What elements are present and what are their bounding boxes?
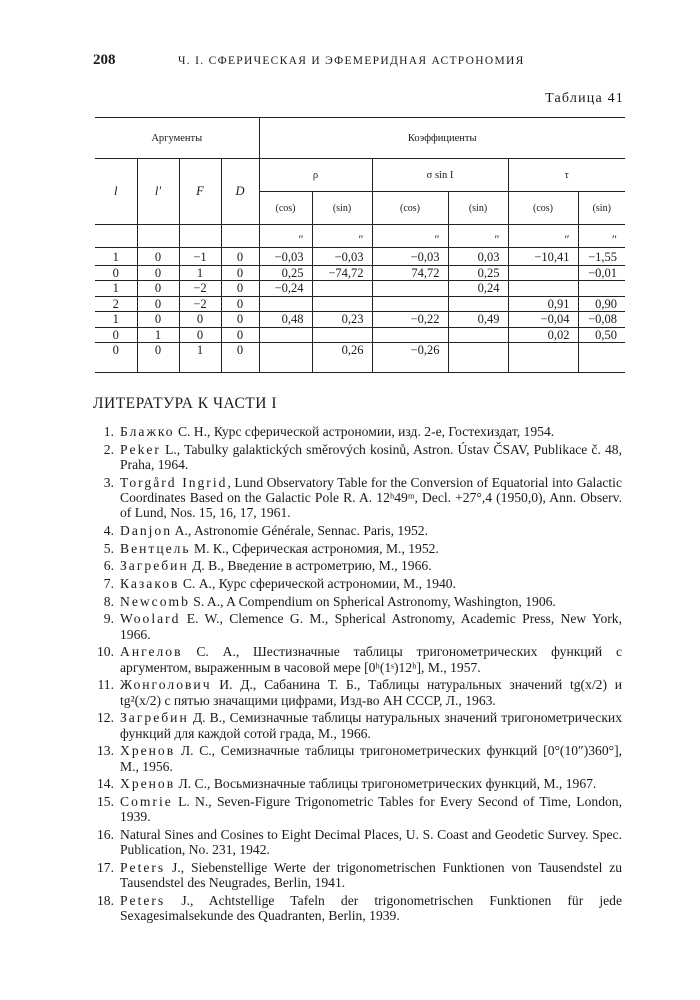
coefficients-header: Коэффициенты (259, 118, 625, 159)
table-cell: −0,08 (578, 312, 625, 328)
reference-details: J., Siebenstellige Werte der trigonometrischen Funktionen von Tausendstel zu Tausendstel des Neugrades, Berlin, 1941. (120, 859, 622, 891)
reference-author: Вентцель (120, 540, 191, 556)
reference-text (120, 475, 622, 521)
unit-mark: ″ (448, 225, 508, 248)
reference-author: Newcomb (120, 593, 190, 609)
literature-title: ЛИТЕРАТУРА К ЧАСТИ I (93, 395, 278, 412)
table-cell (312, 296, 372, 312)
table-cell: 0 (137, 248, 179, 266)
table-cell: 0 (95, 265, 137, 281)
page-number: 208 (93, 52, 116, 68)
table-cell: −2 (179, 281, 221, 297)
reference-details: E. W., Clemence G. M., Spherical Astronomy, Academic Press, New York, 1966. (120, 611, 622, 642)
table-cell (508, 343, 578, 373)
reference-item (84, 794, 622, 825)
table-cell (259, 343, 312, 373)
table-row (95, 296, 625, 312)
reference-author: Woolard (120, 611, 181, 627)
table-cell (508, 265, 578, 281)
table-cell: 0 (137, 281, 179, 297)
reference-item (84, 776, 622, 791)
table-cell: 1 (95, 312, 137, 328)
reference-details: Natural Sines and Cosines to Eight Decimal Places, U. S. Coast and Geodetic Survey. Spec. Publication, No. 231, 1942. (120, 826, 622, 858)
reference-item (84, 424, 622, 439)
reference-details: L., Tabulky galaktických směrových kosinů, Astron. Ústav ČSAV, Publikace č. 48, Praha, 1964. (120, 441, 622, 472)
table-cell: 0,90 (578, 296, 625, 312)
table-cell: −0,03 (312, 248, 372, 266)
table-cell (448, 343, 508, 373)
reference-author: Казаков (120, 576, 180, 592)
table-cell: 0 (137, 312, 179, 328)
reference-text (120, 424, 622, 439)
reference-item (84, 611, 622, 642)
table-cell (578, 281, 625, 297)
reference-details: S. A., A Compendium on Spherical Astronomy, Washington, 1906. (189, 593, 556, 609)
reference-number: 11. (97, 677, 114, 693)
table-cell: 0,49 (448, 312, 508, 328)
table-cell: 0 (221, 327, 259, 343)
table-cell: 0,03 (448, 248, 508, 266)
reference-author: Загребин (120, 558, 189, 574)
table-cell (312, 281, 372, 297)
reference-details: L. N., Seven-Figure Trigonometric Tables for Every Second of Time, London, 1939. (120, 794, 622, 825)
reference-text (120, 523, 622, 538)
table-cell (508, 281, 578, 297)
table-cell: 0,91 (508, 296, 578, 312)
reference-number: 12. (97, 710, 114, 726)
arg-l-prime-header: l' (137, 159, 179, 225)
table-cell: 0,25 (259, 265, 312, 281)
reference-item (84, 893, 622, 924)
unit-mark (137, 225, 179, 248)
unit-mark (95, 225, 137, 248)
table-cell: −1,55 (578, 248, 625, 266)
reference-text (120, 594, 622, 609)
reference-author: Comrie (120, 794, 173, 809)
unit-mark: ″ (372, 225, 448, 248)
unit-mark (221, 225, 259, 248)
table-row (95, 265, 625, 281)
table-row (95, 343, 625, 373)
table-cell (259, 327, 312, 343)
coef-sublabel: (sin) (312, 192, 372, 225)
coef-tau-header: τ (508, 159, 625, 192)
reference-number: 1. (103, 424, 114, 439)
table-cell: 0 (221, 296, 259, 312)
table-cell: 1 (179, 343, 221, 373)
reference-number: 10. (97, 644, 114, 660)
reference-number: 15. (97, 794, 114, 809)
table-cell: 1 (95, 281, 137, 297)
reference-text (120, 442, 622, 473)
reference-details: J., Achtstellige Tafeln der trigonometrischen Funktionen für jede Sexagesimalsekunde des Quadranten, Berlin, 1939. (120, 892, 622, 924)
reference-item (84, 442, 622, 473)
reference-text (120, 893, 622, 924)
arg-l-header: l (95, 159, 137, 225)
coef-sigma-header: σ sin I (372, 159, 508, 192)
reference-number: 17. (97, 859, 114, 875)
table-cell: 0 (221, 248, 259, 266)
table-cell: 0,48 (259, 312, 312, 328)
reference-details: A., Astronomie Générale, Sennac. Paris, 1952. (172, 522, 428, 538)
coef-sublabel: (cos) (508, 192, 578, 225)
reference-item (84, 860, 622, 891)
table-row (95, 327, 625, 343)
reference-text (120, 794, 622, 825)
table-cell (578, 343, 625, 373)
table-cell (372, 296, 448, 312)
reference-author: Загребин (120, 710, 189, 726)
reference-text (120, 860, 622, 891)
reference-number: 7. (103, 576, 114, 592)
table-cell (372, 327, 448, 343)
reference-item (84, 558, 622, 573)
reference-text (120, 541, 622, 556)
table-cell (372, 281, 448, 297)
table-cell: 1 (137, 327, 179, 343)
coef-sublabel: (sin) (448, 192, 508, 225)
unit-mark: ″ (259, 225, 312, 248)
table-cell: 74,72 (372, 265, 448, 281)
table-cell: 0 (221, 343, 259, 373)
reference-author: Peker (120, 441, 161, 457)
unit-mark (179, 225, 221, 248)
reference-details: Л. С., Семизначные таблицы тригонометрических функций [0°(10″)360°], М., 1956. (120, 743, 622, 774)
reference-details: С. Н., Курс сферической астрономии, изд. 2-е, Гостехиздат, 1954. (174, 424, 555, 439)
reference-details: , Lund Observatory Table for the Conversion of Equatorial into Galactic Coordinates Based on the Galactic Pole R. A. 12ʰ49ᵐ, Decl. +27°,4 (1950,0), Ann. Observ. of Lund, Nos. 15, 16, 17, 1961. (120, 474, 622, 521)
reference-text (120, 611, 622, 642)
reference-number: 3. (103, 474, 114, 490)
unit-mark: ″ (508, 225, 578, 248)
table-cell: −0,04 (508, 312, 578, 328)
table-cell (448, 327, 508, 343)
reference-author: Хренов (120, 743, 176, 759)
arg-f-header: F (179, 159, 221, 225)
reference-item (84, 594, 622, 609)
reference-details: С. А., Курс сферической астрономии, М., 1940. (179, 576, 456, 592)
arg-d-header: D (221, 159, 259, 225)
table-cell: −0,26 (372, 343, 448, 373)
unit-mark: ″ (312, 225, 372, 248)
reference-author: Ангелов (120, 644, 183, 660)
reference-text (120, 576, 622, 591)
coef-sublabel: (cos) (372, 192, 448, 225)
reference-number: 6. (103, 558, 114, 574)
reference-number: 4. (103, 522, 114, 538)
table-cell: 0 (137, 343, 179, 373)
reference-number: 18. (97, 892, 114, 908)
reference-details: Л. С., Восьмизначные таблицы тригонометрических функций, М., 1967. (175, 776, 597, 792)
unit-mark: ″ (578, 225, 625, 248)
table-cell (312, 327, 372, 343)
table-cell (259, 296, 312, 312)
table-cell: 0 (221, 312, 259, 328)
table-cell: 0 (95, 327, 137, 343)
reference-item (84, 827, 622, 858)
coef-sublabel: (sin) (578, 192, 625, 225)
table-cell: −0,24 (259, 281, 312, 297)
table-cell: 0 (137, 265, 179, 281)
reference-details: С. А., Шестизначные таблицы тригонометрических функций с аргументом, выраженным в часовой мере [0ʰ(1ˢ)12ʰ], М., 1957. (120, 644, 622, 675)
reference-number: 8. (103, 593, 114, 609)
reference-details: Д. В., Семизначные таблицы натуральных значений тригонометрических функций для каждой сотой града, М., 1966. (120, 710, 622, 741)
reference-details: Д. В., Введение в астрометрию, М., 1966. (188, 558, 432, 574)
table-cell: 0 (221, 265, 259, 281)
reference-number: 14. (97, 776, 114, 792)
table-cell: −1 (179, 248, 221, 266)
table-cell: 0,24 (448, 281, 508, 297)
table-cell: 0 (179, 312, 221, 328)
table-cell: −2 (179, 296, 221, 312)
reference-item (84, 710, 622, 741)
reference-item (84, 523, 622, 538)
table-cell (448, 296, 508, 312)
table-cell: 0 (137, 296, 179, 312)
reference-item (84, 677, 622, 708)
reference-text (120, 710, 622, 741)
reference-details: М. К., Сферическая астрономия, М., 1952. (190, 540, 439, 556)
reference-text (120, 558, 622, 573)
table-cell: 0 (221, 281, 259, 297)
reference-list (84, 424, 622, 926)
table-cell: 1 (179, 265, 221, 281)
reference-number: 9. (103, 611, 114, 627)
reference-text (120, 776, 622, 791)
coef-rho-header: ρ (259, 159, 372, 192)
table-cell: −0,03 (259, 248, 312, 266)
table-cell: 0,02 (508, 327, 578, 343)
reference-text (120, 644, 622, 675)
table-cell: 0,50 (578, 327, 625, 343)
reference-item (84, 644, 622, 675)
reference-author: Torgård Ingrid (120, 474, 228, 490)
table-cell: 0,25 (448, 265, 508, 281)
coefficients-table (95, 117, 625, 373)
reference-author: Блажко (120, 424, 175, 439)
table-cell: 0,23 (312, 312, 372, 328)
reference-text (120, 743, 622, 774)
reference-text (120, 677, 622, 708)
reference-author: Danjon (120, 522, 173, 538)
reference-author: Жонголович (120, 677, 212, 693)
reference-number: 13. (97, 743, 114, 759)
reference-number: 2. (103, 441, 114, 457)
table-cell: −0,03 (372, 248, 448, 266)
coef-sublabel: (cos) (259, 192, 312, 225)
table-row (95, 281, 625, 297)
table-cell: −74,72 (312, 265, 372, 281)
arguments-header: Аргументы (95, 118, 259, 159)
table-cell: 0 (179, 327, 221, 343)
reference-item (84, 475, 622, 521)
reference-number: 5. (103, 540, 114, 556)
reference-number: 16. (97, 826, 114, 842)
reference-item (84, 576, 622, 591)
reference-author: Peters (120, 859, 166, 875)
table-cell: 2 (95, 296, 137, 312)
reference-author: Хренов (120, 776, 176, 792)
running-title: Ч. I. СФЕРИЧЕСКАЯ И ЭФЕМЕРИДНАЯ АСТРОНОМИЯ (178, 55, 525, 67)
table-cell: −0,22 (372, 312, 448, 328)
table-row (95, 312, 625, 328)
table-cell: 0 (95, 343, 137, 373)
reference-author: Peters (120, 892, 166, 908)
table-label: Таблица 41 (545, 91, 624, 106)
reference-item (84, 541, 622, 556)
reference-item (84, 743, 622, 774)
table-row (95, 248, 625, 266)
table-cell: −0,01 (578, 265, 625, 281)
reference-details: И. Д., Сабанина Т. Б., Таблицы натуральных значений tg(x/2) и tg²(x/2) с пятью значащими цифрами, Изд-во АН СССР, Л., 1963. (120, 677, 622, 708)
table-cell: −10,41 (508, 248, 578, 266)
table-cell: 0,26 (312, 343, 372, 373)
reference-text (120, 827, 622, 858)
table-cell: 1 (95, 248, 137, 266)
